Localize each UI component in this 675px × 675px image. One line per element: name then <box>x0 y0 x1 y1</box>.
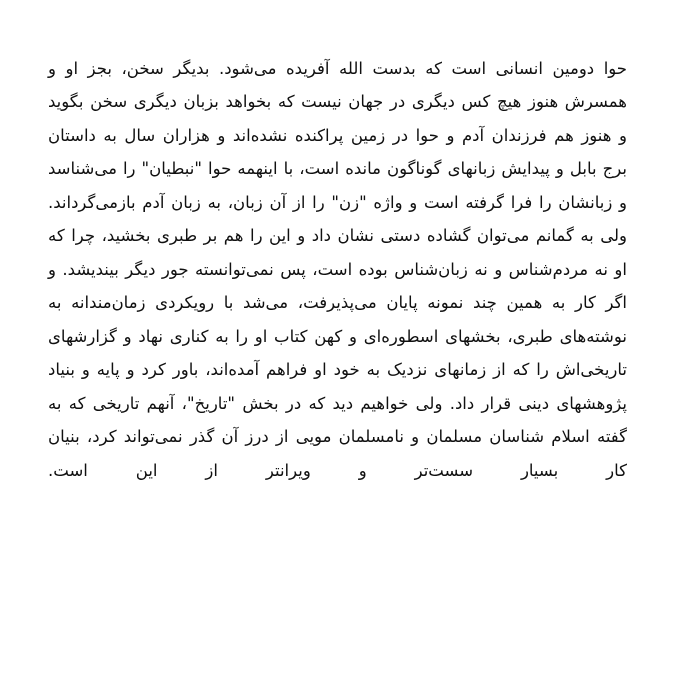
body-text-block <box>48 52 627 487</box>
paragraph-main: حوا دومین انسانی است که بدست الله آفریده می‌شود. بدیگر سخن، بجز او و همسرش هنوز هیچ کس دیگری در جهان نیست که بخواهد بزبان دیگری سخن بگوید و هنوز هم فرزندان آدم و حوا در زمین پراکنده نشده‌اند و هزاران سال به داستان برج بابل و پیدایش زبانهای گوناگون مانده است، با اینهمه حوا "نبطیان" را می‌شناسد و زبانشان را فرا گرفته است و واژه "زن" را از آن زبان، به زبان آدم بازمی‌گرداند. ولی به گمانم می‌توان گشاده دستی نشان داد و این را هم بر طبری بخشید، چرا که او نه مردم‌شناس و نه زبان‌شناس بوده است، پس نمی‌توانسته جور دیگر بیندیشد. و اگر کار به همین چند نمونه پایان می‌پذیرفت، می‌شد با رویکردی زمان‌مندانه به نوشته‌های طبری، بخشهای اسطوره‌ای و کهن کتاب او را به کناری نهاد و گزارشهای تاریخی‌اش را که از زمانهای نزدیک به خود او فراهم آمده‌اند، باور کرد و پایه و بنیاد پژوهشهای دینی قرار داد. ولی خواهیم دید که در بخش "تاریخ"، آنهم تاریخی که به گفته اسلام شناسان مسلمان و نامسلمان مویی از درز آن گذر نمی‌تواند کرد، بنیان کار بسیار سست‌تر و ویرانتر از این است. <box>48 59 627 480</box>
